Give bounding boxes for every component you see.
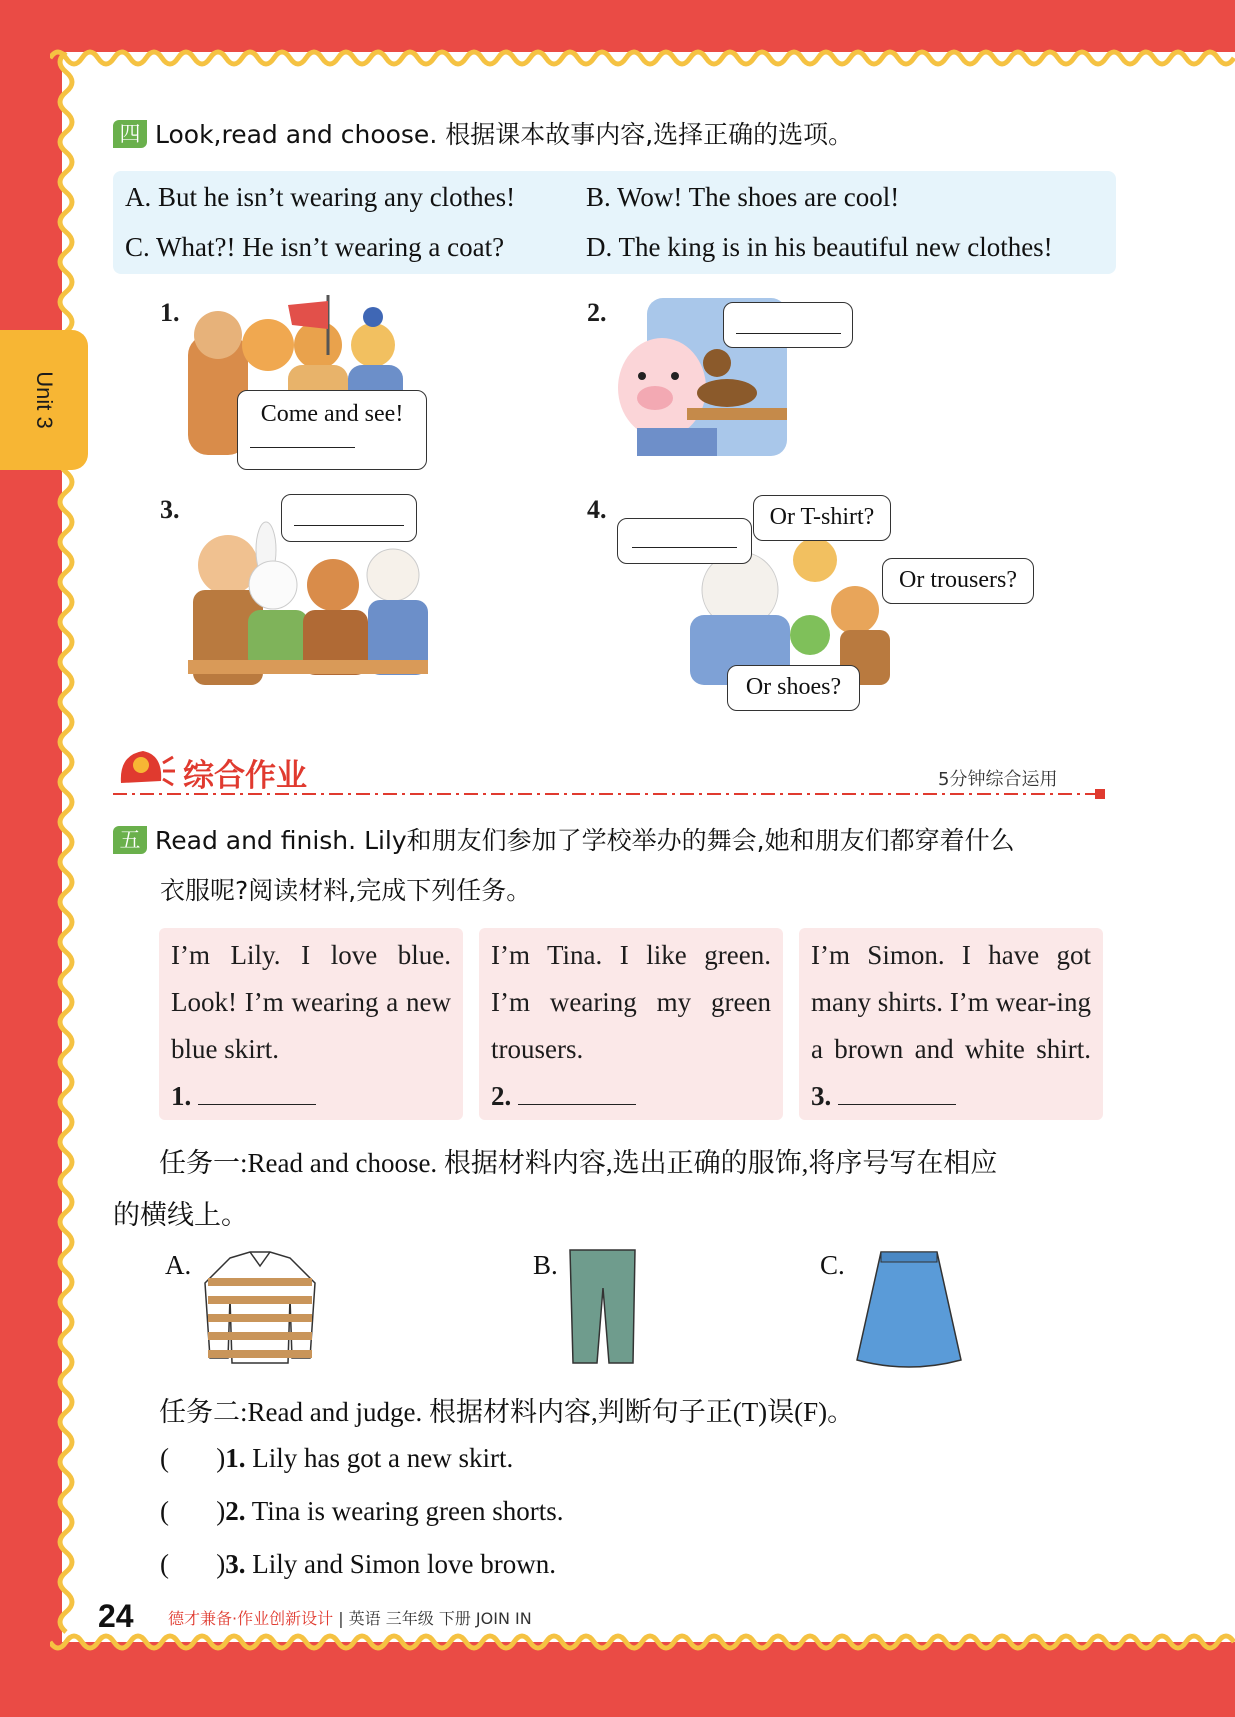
reading-simon-text: I’m Simon. I have got many shirts. I’m wear-ing a brown and white shirt.	[811, 940, 1091, 1064]
section5-badge: 五	[113, 826, 147, 854]
reading-card-tina	[479, 928, 783, 1120]
dashed-divider	[113, 788, 1113, 800]
blue-skirt-icon	[853, 1248, 965, 1370]
item2-bubble	[723, 302, 853, 348]
item1-bubble	[237, 390, 427, 470]
footer-series-name: 德才兼备·作业创新设计	[168, 1609, 334, 1628]
item1-answer-blank[interactable]	[250, 433, 355, 448]
reading-tina-text: I’m Tina. I like green. I’m wearing my green trousers.	[491, 940, 771, 1064]
item4-answer-blank[interactable]	[632, 519, 737, 548]
option-b: B. Wow! The shoes are cool!	[586, 182, 900, 212]
section4-instruction-cn: 根据课本故事内容,选择正确的选项。	[445, 120, 854, 149]
judge-row-3	[160, 1549, 556, 1580]
item1-bubble-text: Come and see!	[260, 401, 404, 427]
comprehensive-subtitle: 5分钟综合运用	[938, 769, 1058, 790]
reading-card-lily	[159, 928, 463, 1120]
item2-answer-blank[interactable]	[736, 303, 841, 334]
judge-row-1	[160, 1443, 513, 1474]
item3-number: 3.	[160, 495, 180, 524]
judge-3-text: Lily and Simon love brown.	[252, 1549, 556, 1579]
item3-animals-illustration	[188, 520, 428, 685]
option-c: C. What?! He isn’t wearing a coat?	[125, 232, 505, 262]
item4-bubble-shoes: Or shoes?	[727, 665, 860, 711]
item4-bubble-trousers: Or trousers?	[882, 558, 1034, 604]
section4-badge: 四	[113, 120, 147, 148]
green-trousers-icon	[565, 1248, 640, 1368]
reading-lily-num: 1.	[171, 1081, 192, 1111]
reading-simon-blank[interactable]	[838, 1080, 956, 1105]
reading-tina-num: 2.	[491, 1081, 512, 1111]
wavy-border-bottom	[50, 1630, 1235, 1660]
clothes-c-label: C.	[820, 1250, 845, 1280]
section4-instruction-en: Look,read and choose.	[155, 120, 438, 149]
judge-3-bracket[interactable]: ( )	[160, 1549, 226, 1579]
unit-tab-label: Unit 3	[32, 371, 57, 429]
section4-heading	[113, 116, 853, 154]
option-a: A. But he isn’t wearing any clothes!	[125, 182, 516, 212]
footer-series: 德才兼备·作业创新设计 | 英语 三年级 下册 JOIN IN	[168, 1609, 532, 1628]
judge-2-bracket[interactable]: ( )	[160, 1496, 226, 1526]
task1-line2: 的横线上。	[113, 1200, 248, 1230]
clothes-a-label: A.	[165, 1250, 192, 1280]
judge-1-bracket[interactable]: ( )	[160, 1443, 226, 1473]
judge-3-num: 3.	[225, 1549, 246, 1579]
item4-number: 4.	[587, 495, 607, 524]
task1-line1: 任务一:Read and choose. 根据材料内容,选出正确的服饰,将序号写在相应	[159, 1148, 998, 1178]
judge-1-text: Lily has got a new skirt.	[252, 1443, 514, 1473]
section5-instruction-cn-line1: Lily和朋友们参加了学校举办的舞会,她和朋友们都穿着什么	[364, 826, 1015, 855]
wavy-border-left	[48, 52, 78, 1642]
reading-simon-num: 3.	[811, 1081, 832, 1111]
section5-instruction-en: Read and finish.	[155, 826, 357, 855]
item1-number: 1.	[160, 298, 180, 327]
judge-1-num: 1.	[225, 1443, 246, 1473]
item4-answer-bubble	[617, 518, 752, 564]
judge-2-text: Tina is wearing green shorts.	[251, 1496, 564, 1526]
page-number: 24	[98, 1598, 134, 1634]
reading-lily-blank[interactable]	[198, 1080, 316, 1105]
clothes-b-label: B.	[533, 1250, 558, 1280]
section5-heading	[113, 822, 1015, 860]
item4-bubble-tshirt: Or T-shirt?	[753, 495, 891, 541]
footer-subject: 英语 三年级 下册 JOIN IN	[348, 1609, 532, 1628]
unit-tab	[0, 330, 88, 470]
striped-shirt-icon	[200, 1248, 320, 1368]
reading-tina-blank[interactable]	[518, 1080, 636, 1105]
item2-number: 2.	[587, 298, 607, 327]
task2-heading: 任务二:Read and judge. 根据材料内容,判断句子正(T)误(F)。	[159, 1397, 855, 1427]
option-d: D. The king is in his beautiful new clothes!	[586, 232, 1053, 262]
comprehensive-title: 综合作业	[183, 758, 307, 794]
reading-card-simon	[799, 928, 1103, 1120]
judge-row-2	[160, 1496, 563, 1527]
item3-answer-blank[interactable]	[294, 495, 404, 526]
bell-icon	[113, 745, 175, 793]
judge-2-num: 2.	[225, 1496, 246, 1526]
reading-lily-text: I’m Lily. I love blue. Look! I’m wearing a new blue skirt.	[171, 940, 451, 1064]
section5-instruction-cn-line2: 衣服呢?阅读材料,完成下列任务。	[160, 876, 532, 905]
wavy-border-top	[50, 40, 1235, 70]
item3-bubble	[281, 494, 417, 542]
